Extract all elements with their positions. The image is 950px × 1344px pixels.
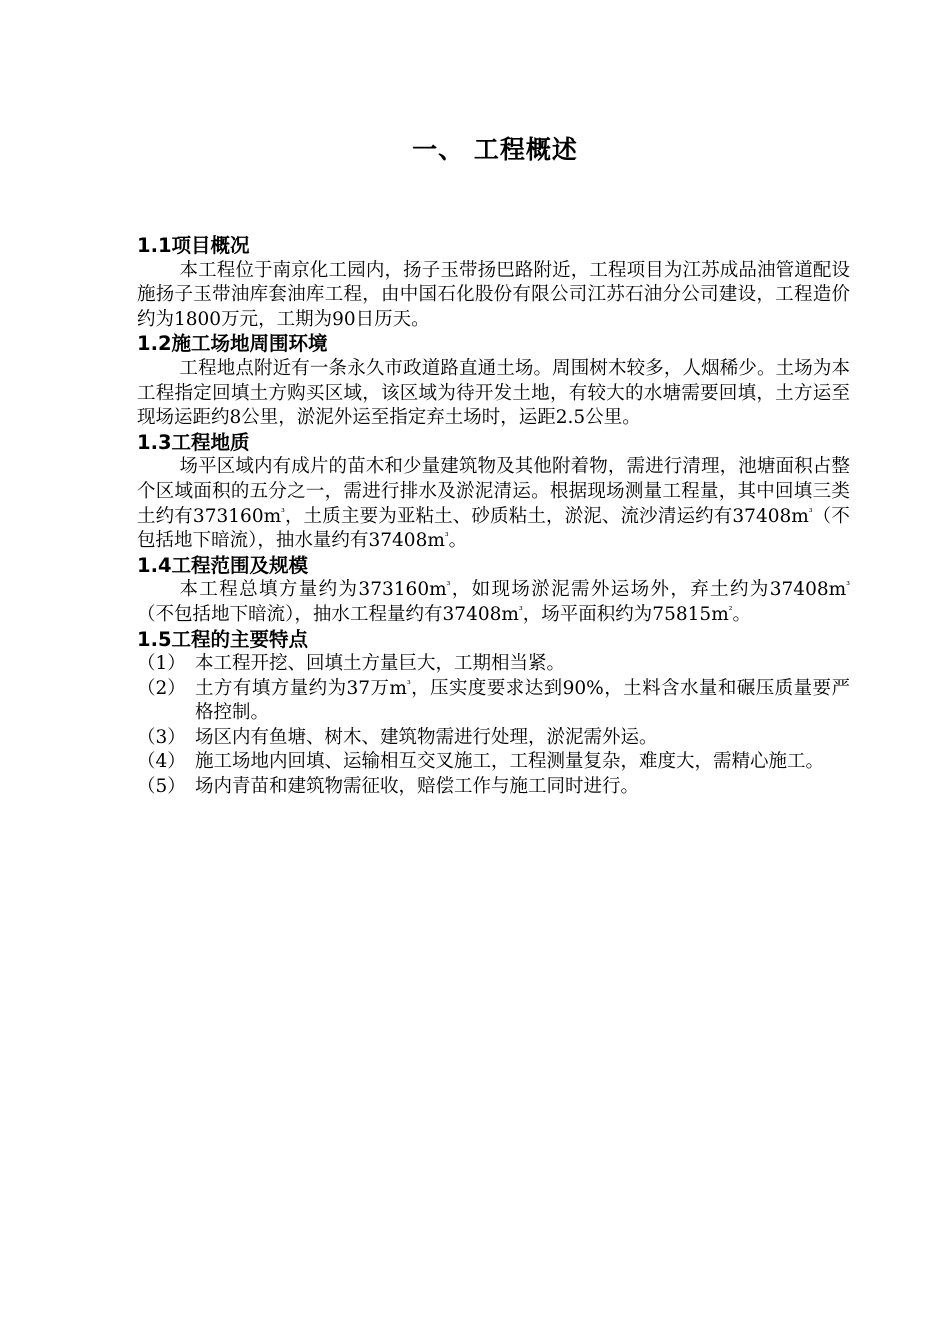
list-item <box>137 677 850 726</box>
section-heading-1-1: 1.1项目概况 <box>137 234 250 257</box>
section-paragraph-1-4: 本工程总填方量约为$373160m^{^3}$，如现场淤泥需外运场外，弃土约为$37408m^{^3}$（不包括地下暗流），抽水工程量约有$37408m^{^3}$，场平面积约为$75815m^{^2}$。 <box>137 579 850 625</box>
section-heading-1-4: 1.4工程范围及规模 <box>137 553 309 577</box>
list-item <box>137 726 850 751</box>
section-paragraph-1-2: 工程地点附近有一条永久市政道路直通土场。周围树木较多，人烟稀少。土场为本工程指定回填土方购买区域，该区域为待开发土地，有较大的水塘需要回填，土方运至现场运距约8公里，淤泥外运至指定弃土场时，运距2.5公里。 <box>137 357 850 429</box>
list-item-number: （3） <box>137 726 186 748</box>
list-item-number: （1） <box>137 653 186 675</box>
list-item <box>137 775 850 800</box>
list-item-text: 土方有填方量约为37万$m^{^3}$，压实度要求达到90%，土料含水量和碾压质量要严格控制。 <box>195 677 850 724</box>
list-item-number: （4） <box>137 751 186 773</box>
list-item-text: 施工场地内回填、运输相互交叉施工，工程测量复杂，难度大，需精心施工。 <box>195 751 825 773</box>
list-item-text: 场区内有鱼塘、树木、建筑物需进行处理，淤泥需外运。 <box>195 726 658 748</box>
section-heading-1-2: 1.2施工场地周围环境 <box>137 332 328 356</box>
feature-list <box>137 652 850 800</box>
list-item <box>137 750 850 775</box>
section-paragraph-1-3: 场平区域内有成片的苗木和少量建筑物及其他附着物，需进行清理，池塘面积占整个区域面积的五分之一，需进行排水及淤泥清运。根据现场测量工程量，其中回填三类土约有$373160m^{^3}$，土质主要为亚粘土、砂质粘土，淤泥、流沙清运约有$37408m^{^3}$（不包括地下暗流），抽水量约有$37408m^{^3}$。 <box>137 456 850 552</box>
list-item <box>137 652 850 677</box>
list-item-number: （5） <box>137 776 186 798</box>
section-heading-1-5: 1.5工程的主要特点 <box>137 627 309 651</box>
section-heading-1-3: 1.3工程地质 <box>137 430 250 454</box>
list-item-text: 场内青苗和建筑物需征收，赔偿工作与施工同时进行。 <box>195 776 640 798</box>
list-item-text: 本工程开挖、回填土方量巨大，工期相当紧。 <box>195 653 566 675</box>
document-title: 一、 工程概述 <box>412 135 578 164</box>
list-item-number: （2） <box>137 677 186 699</box>
document-body <box>137 234 850 800</box>
section-paragraph-1-1: 本工程位于南京化工园内，扬子玉带扬巴路附近，工程项目为江苏成品油管道配设施扬子玉带油库套油库工程，由中国石化股份有限公司江苏石油分公司建设，工程造价约为1800万元，工期为90日历天。 <box>137 259 850 330</box>
